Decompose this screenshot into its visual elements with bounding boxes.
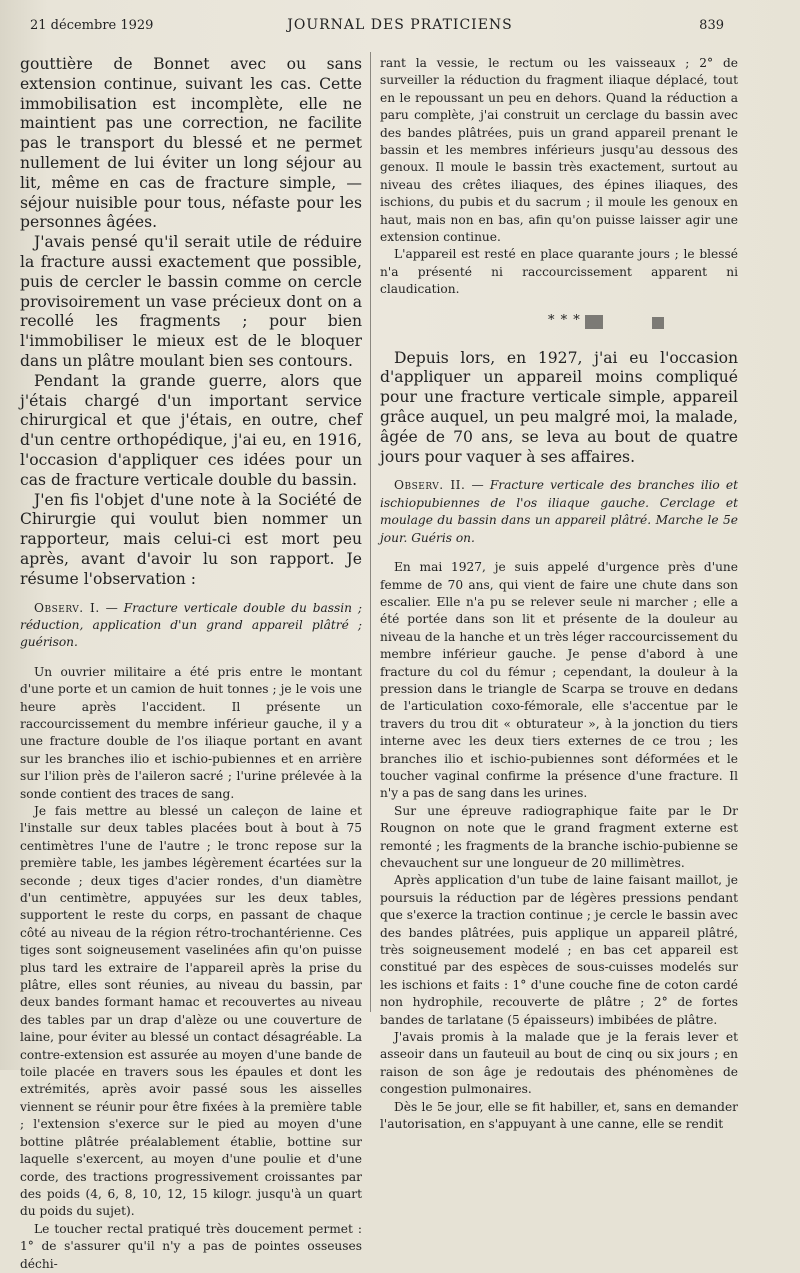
paragraph: Je fais mettre au blessé un caleçon de laine et l'installe sur deux tables placées bout à bout à 75 centimètres l'une de l'autre ; le tronc repose sur la première table, les jambes légèrement écartées sur la seconde ; deux tiges d'acier rondes, d'un diamètre d'un centimètre, appuyées sur les deux tables, supportent le reste du corps, en passant de chaque côté au niveau de la région rétro-trochantérienne. Ces tiges sont soigneusement vaselinées afin qu'on puisse plus tard les extraire de l'appareil après la prise du plâtre, elles sont réunies, au niveau du bassin, par deux bandes formant hamac et recouvertes au niveau des tables par un drap d'alèze ou une couverture de laine, pour éviter au blessé un contact désagréable. La contre-extension est assurée au moyen d'une bande de toile placée en travers sous les épaules et dont les extrémités, après avoir passé sous les aisselles viennent se réunir pour être fixées à la première table ; l'extension s'exerce sur le pied au moyen d'une bottine plâtrée préalablement établie, bottine sur laquelle s'exercent, au moyen d'une poulie et d'une corde, des tractions progressivement croissantes par des poids (4, 6, 8, 10, 12, 15 kilogr. jusqu'à un quart du poids du sujet). — [20, 803, 362, 1219]
paragraph: Depuis lors, en 1927, j'ai eu l'occasion d'appliquer un appareil moins compliqué pour une fracture verticale simple, appareil grâce auquel, un peu malgré moi, la malade, âgée de 70 ans, se leva au bout de quatre jours pour vaquer à ses affaires. — [380, 348, 738, 466]
paragraph: J'avais pensé qu'il serait utile de réduire la fracture aussi exactement que possible, puis de cercler le bassin comme on cercle provisoirement un vase précieux dont on a recollé les fragments ; pour bien l'immobiliser le mieux est de le bloquer dans un plâtre moulant bien ses contours. — [20, 233, 362, 370]
left-column — [20, 55, 362, 1273]
paragraph: J'en fis l'objet d'une note à la Société de Chirurgie qui voulut bien nommer un rapporteur, mais celui-ci est mort peu après, avant d'avoir lu son rapport. Je résume l'observation : — [20, 490, 362, 588]
right-column — [380, 55, 738, 1134]
observation-label: Observ. II. — [394, 478, 466, 493]
paragraph: Dès le 5e jour, elle se fit habiller, et, sans en demander l'autorisation, en s'appuyant à une canne, elle se rendit — [380, 1099, 738, 1132]
paragraph: Le toucher rectal pratiqué très doucement permet : 1° de s'assurer qu'il n'y a pas de pointes osseuses déchi- — [20, 1221, 362, 1271]
asterism: * * * — [548, 312, 581, 328]
paragraph: gouttière de Bonnet avec ou sans extension continue, suivant les cas. Cette immobilisation est incomplète, elle ne maintient pas une correction, ne facilite pas le transport du blessé et ne permet nullement de lui éviter un long séjour au lit, même en cas de fracture simple, — séjour nuisible pour tous, néfaste pour les personnes âgées. — [20, 55, 362, 232]
page-number: 839 — [699, 18, 724, 33]
header-date: 21 décembre 1929 — [30, 18, 154, 33]
column-divider — [370, 52, 371, 1012]
ink-smudge — [652, 317, 664, 329]
paragraph: rant la vessie, le rectum ou les vaisseaux ; 2° de surveiller la réduction du fragment iliaque déplacé, tout en le repoussant un peu en dehors. Quand la réduction a paru complète, j'ai construit un cerclage du bassin avec des bandes plâtrées, puis un grand appareil prenant le bassin et les membres inférieurs jusqu'au dessous des genoux. Il moule le bassin très exactement, surtout au niveau des crêtes iliaques, des épines iliaques, des ischions, du pubis et du sacrum ; il moule les genoux en haut, mais non en bas, afin qu'on puisse laisser agir une extension continue. — [380, 56, 738, 245]
paragraph: Un ouvrier militaire a été pris entre le montant d'une porte et un camion de huit tonnes ; je le vois une heure après l'accident. Il présente un raccourcissement du membre inférieur gauche, il y a une fracture double de l'os iliaque portant en avant sur les branches ilio et ischio-pubiennes et en arrière sur l'ilion près de l'aileron sacré ; l'urine prélevée à la sonde contient des traces de sang. — [20, 664, 362, 801]
page-header — [0, 16, 800, 38]
journal-title: JOURNAL DES PRATICIENS — [287, 17, 513, 33]
observation-heading — [380, 477, 738, 547]
observation-title: — Fracture verticale double du bassin ; réduction, application d'un grand appareil plâtré ; guérison. — [20, 600, 362, 650]
paragraph: Sur une épreuve radiographique faite par le Dr Rougnon on note que le grand fragment externe est remonté ; les fragments de la branche ischio-pubienne se chevauchent sur une longueur de 20 millimètres. — [380, 803, 738, 870]
observation-label: Observ. I. — [34, 600, 100, 615]
paragraph: L'appareil est resté en place quarante jours ; le blessé n'a présenté ni raccourcissement apparent ni claudication. — [380, 247, 738, 297]
paragraph: Après application d'un tube de laine faisant maillot, je poursuis la réduction par de légères pressions pendant que s'exerce la traction continue ; je cercle le bassin avec des bandes plâtrées, puis applique un appareil plâtré, très soigneusement modelé ; en bas cet appareil est constitué par des espèces de sous-cuisses modelés sur les ischions et faits : 1° d'une couche fine de coton cardé non hydrophile, recouverte de plâtre ; 2° de fortes bandes de tarlatane (5 épaisseurs) imbibées de plâtre. — [380, 873, 738, 1027]
paragraph: J'avais promis à la malade que je la ferais lever et asseoir dans un fauteuil au bout de cinq ou six jours ; en raison de son âge je redoutais des phénomènes de congestion pulmonaires. — [380, 1030, 738, 1097]
observation-heading — [20, 600, 362, 652]
paragraph: En mai 1927, je suis appelé d'urgence près d'une femme de 70 ans, qui vient de faire une chute dans son escalier. Elle n'a pu se relever seule ni marcher ; elle a été portée dans son lit et présente de la douleur au niveau de la hanche et un très léger raccourcissement du membre inférieur gauche. Je pense d'abord à une fracture du col du fémur ; cependant, la douleur à la pression dans le triangle de Scarpa se trouve en dedans de l'articulation coxo-fémorale, elle s'accentue par le travers du trou dit « obturateur », à la jonction du tiers interne avec les deux tiers externes de ce trou ; les branches ilio et ischio-pubiennes sont déformées et le toucher vaginal confirme la présence d'une fracture. Il n'y a pas de sang dans les urines. — [380, 560, 738, 801]
section-separator — [380, 305, 738, 349]
paragraph: Pendant la grande guerre, alors que j'étais chargé d'un important service chirurgical et que j'étais, en outre, chef d'un centre orthopédique, j'ai eu, en 1916, l'occasion d'appliquer ces idées pour un cas de fracture verticale double du bassin. — [20, 371, 362, 489]
observation-title: — Fracture verticale des branches ilio et ischiopubiennes de l'os iliaque gauche. Cerclage et moulage du bassin dans un appareil plâtré. Marche le 5e jour. Guéris on. — [380, 478, 739, 545]
ink-smudge — [585, 315, 603, 329]
